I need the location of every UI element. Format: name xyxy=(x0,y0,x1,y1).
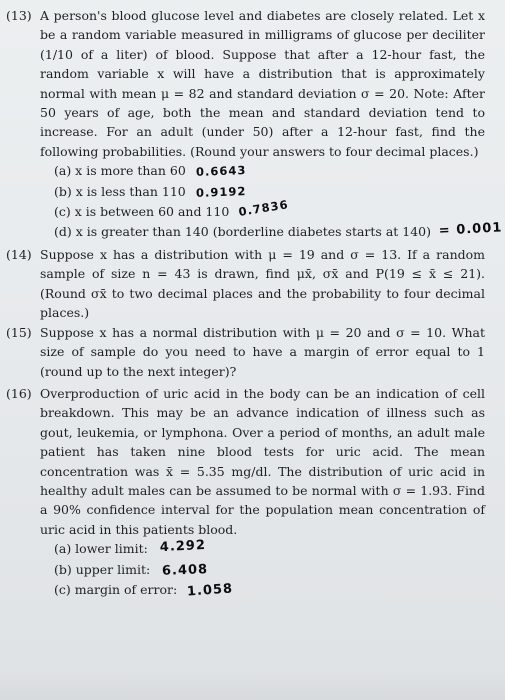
part-label: (d) x is greater than 140 (borderline diabetes starts at 140) xyxy=(54,224,432,240)
problem-15 xyxy=(6,323,485,381)
problem-13 xyxy=(6,6,503,243)
handwritten-answer: = 0.001 xyxy=(438,220,503,240)
part-b xyxy=(40,560,485,580)
problem-text: Suppose x has a normal distribution with μ = 20 and σ = 10. What size of sample do you need to have a margin of error equal to 1 (round up to the next integer)? xyxy=(40,325,485,379)
part-label: (a) lower limit: xyxy=(54,541,148,557)
part-label: (b) x is less than 110 xyxy=(54,183,186,199)
part-label: (a) x is more than 60 xyxy=(54,163,186,179)
part-label: (c) margin of error: xyxy=(54,582,178,598)
problem-14 xyxy=(6,245,485,323)
part-c xyxy=(40,197,485,222)
part-label: (b) upper limit: xyxy=(54,561,151,577)
problem-number: (14) xyxy=(6,247,32,262)
part-c xyxy=(40,580,485,600)
problem-number: (15) xyxy=(6,325,32,340)
handwritten-answer: 0.7836 xyxy=(237,197,290,219)
problem-text: Suppose x has a distribution with μ = 19 and σ = 13. If a random sample of size n = 43 is drawn, find μx̄, σx̄ and P(19 ≤ x̄ ≤ 21). (Round σx̄ to two decimal places and the probability to four decimal places.) xyxy=(40,247,485,321)
problem-text: A person's blood glucose level and diabetes are closely related. Let x be a random variable measured in milligrams of glucose per deciliter (1/10 of a liter) of blood. Suppose that after a 12-hour fast, the random variable x will have a distribution that is approximately normal with mean μ = 82 and standard deviation σ = 20. Note: After 50 years of age, both the mean and standard deviation tend to increase. For an adult (under 50) after a 12-hour fast, find the following probabilities. (Round your answers to four decimal places.) xyxy=(40,8,485,159)
handwritten-answer: 0.9192 xyxy=(195,183,247,200)
handwritten-answer: 4.292 xyxy=(159,538,207,556)
page-shadow xyxy=(0,670,505,700)
part-d xyxy=(40,220,503,242)
handwritten-answer: 0.6643 xyxy=(195,163,247,180)
problem-number: (16) xyxy=(6,386,32,401)
problem-number: (13) xyxy=(6,8,32,23)
part-a xyxy=(40,539,485,559)
handwritten-answer: 6.408 xyxy=(161,561,209,579)
problem-16 xyxy=(6,384,485,600)
part-a xyxy=(40,161,485,181)
handwritten-answer: 1.058 xyxy=(186,581,234,600)
part-label: (c) x is between 60 and 110 xyxy=(54,204,230,220)
problem-text: Overproduction of uric acid in the body can be an indication of cell breakdown. This may be an advance indication of illness such as gout, leukemia, or lymphona. Over a period of months, an adult male patient has taken nine blood tests for uric acid. The mean concentration was x̄ = 5.35 mg/dl. The distribution of uric acid in healthy adult males can be assumed to be normal with σ = 1.93. Find a 90% confidence interval for the population mean concentration of uric acid in this patients blood. xyxy=(40,386,485,537)
